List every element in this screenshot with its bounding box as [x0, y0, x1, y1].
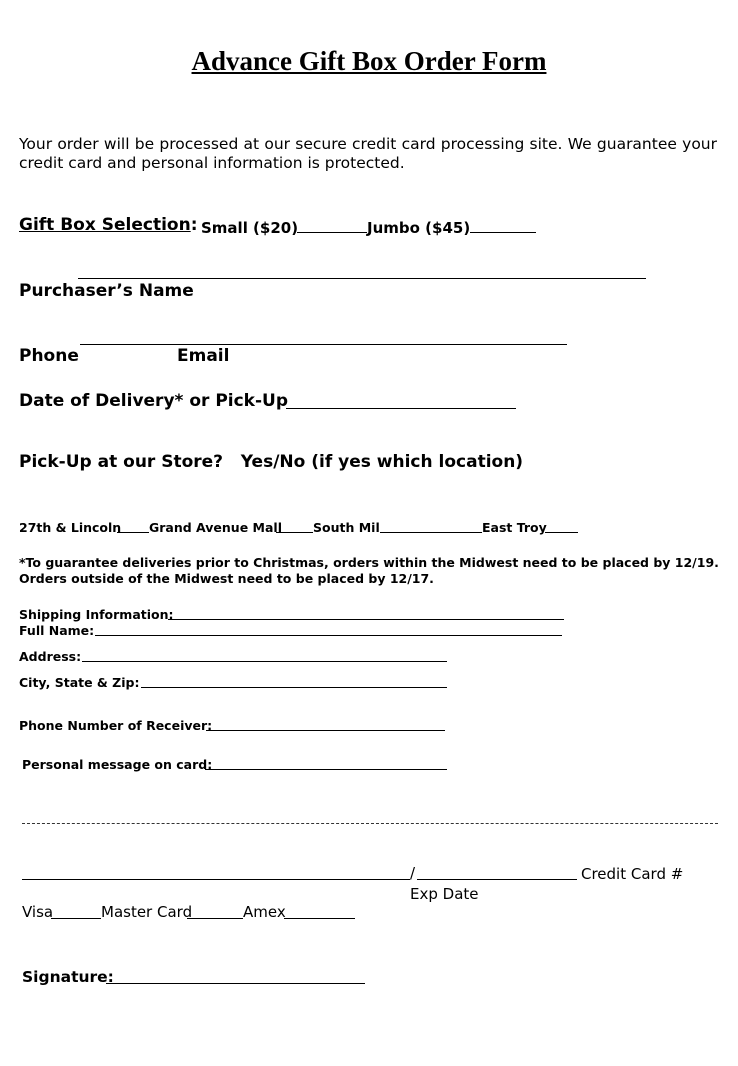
signature-field[interactable]	[106, 983, 365, 984]
exp-date-label: Exp Date	[410, 885, 479, 903]
gift-box-colon: :	[190, 215, 198, 235]
full-name-field[interactable]	[95, 635, 562, 636]
city-state-zip-label: City, State & Zip:	[19, 675, 140, 690]
gift-box-row	[19, 215, 198, 235]
master-card-label: Master Card	[101, 903, 193, 921]
signature-label: Signature:	[22, 968, 114, 986]
location-grand-avenue-field[interactable]	[276, 532, 313, 533]
phone-email-field[interactable]	[80, 344, 567, 345]
exp-date-slash: /	[410, 864, 416, 882]
amex-label: Amex	[243, 903, 286, 921]
receiver-phone-label: Phone Number of Receiver:	[19, 718, 213, 733]
visa-field[interactable]	[51, 918, 101, 919]
location-east-troy-label: East Troy	[482, 520, 547, 535]
full-name-label: Full Name:	[19, 623, 95, 638]
location-grand-avenue-label: Grand Avenue Mall	[149, 520, 282, 535]
pickup-question-label: Pick-Up at our Store? Yes/No (if yes which location)	[19, 452, 524, 472]
address-label: Address:	[19, 649, 82, 664]
master-card-field[interactable]	[187, 918, 243, 919]
deadline-notice-line2: Orders outside of the Midwest need to be placed by 12/17.	[19, 571, 434, 586]
personal-message-label: Personal message on card:	[22, 757, 213, 772]
small-quantity-field[interactable]	[297, 232, 367, 233]
credit-card-label: Credit Card #	[581, 865, 684, 883]
phone-label: Phone	[19, 346, 79, 366]
amex-field[interactable]	[284, 918, 355, 919]
delivery-date-label: Date of Delivery* or Pick-Up	[19, 391, 289, 411]
receiver-phone-field[interactable]	[206, 730, 445, 731]
city-state-zip-field[interactable]	[141, 687, 447, 688]
jumbo-quantity-field[interactable]	[470, 232, 536, 233]
visa-label: Visa	[22, 903, 54, 921]
location-south-mil-field[interactable]	[380, 532, 482, 533]
jumbo-option-label: Jumbo ($45)	[367, 219, 471, 237]
location-27th-lincoln-label: 27th & Lincoln	[19, 520, 122, 535]
exp-date-field[interactable]	[417, 879, 577, 880]
email-label: Email	[177, 346, 230, 366]
delivery-date-field[interactable]	[286, 408, 516, 409]
credit-card-number-field[interactable]	[22, 879, 410, 880]
location-east-troy-field[interactable]	[545, 532, 578, 533]
shipping-info-label: Shipping Information:	[19, 607, 174, 622]
cut-line-divider	[22, 823, 718, 824]
gift-box-label: Gift Box Selection	[19, 215, 191, 235]
address-field[interactable]	[82, 661, 447, 662]
shipping-info-field[interactable]	[168, 619, 564, 620]
deadline-notice-line1: *To guarantee deliveries prior to Christmas, orders within the Midwest need to be placed by 12/19.	[19, 555, 719, 570]
purchaser-name-label: Purchaser’s Name	[19, 281, 194, 301]
intro-text: Your order will be processed at our secure credit card processing site. We guarantee your credit card and personal information is protected.	[19, 135, 717, 172]
location-27th-lincoln-field[interactable]	[117, 532, 149, 533]
location-south-mil-label: South Mil	[313, 520, 380, 535]
personal-message-field[interactable]	[205, 769, 447, 770]
purchaser-name-field[interactable]	[78, 278, 646, 279]
small-option-label: Small ($20)	[201, 219, 299, 237]
form-title: Advance Gift Box Order Form	[191, 46, 547, 76]
